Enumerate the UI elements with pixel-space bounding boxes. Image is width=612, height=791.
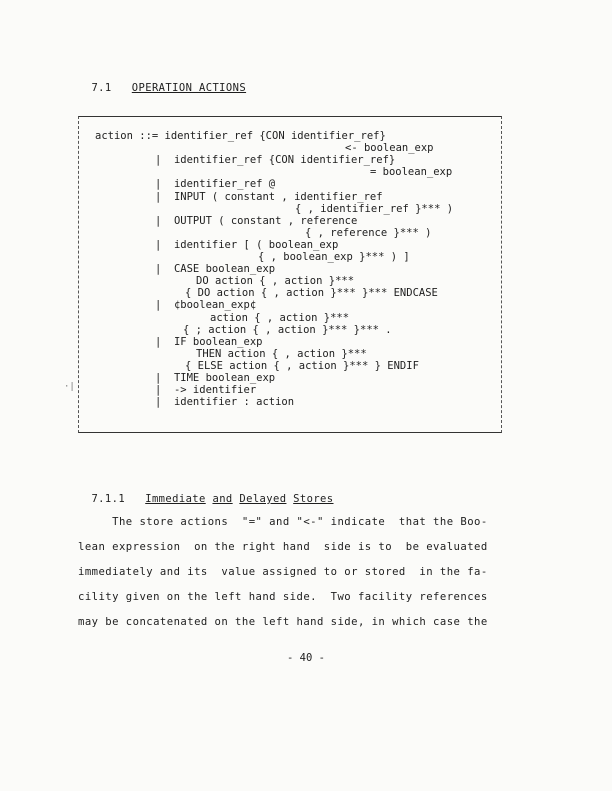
subsection-title-word-4: Stores	[293, 493, 334, 505]
grammar-line: | identifier_ref {CON identifier_ref}	[155, 154, 396, 167]
paragraph-line: may be concatenated on the left hand side, in which case the	[78, 616, 488, 628]
paragraph-line: immediately and its value assigned to or stored in the fa-	[78, 566, 488, 578]
grammar-line: | identifier : action	[155, 396, 295, 409]
grammar-line: | CASE boolean_exp	[155, 263, 276, 276]
grammar-line: | -> identifier	[155, 384, 257, 397]
grammar-line: { , reference }*** )	[305, 226, 432, 239]
grammar-line: { DO action { , action }*** }*** ENDCASE	[185, 287, 438, 300]
grammar-line: | OUTPUT ( constant , reference	[155, 214, 358, 227]
grammar-line: action ::= identifier_ref {CON identifier_ref}	[95, 130, 386, 142]
grammar-line: | INPUT ( constant , identifier_ref	[155, 190, 383, 203]
margin-mark: ·|	[64, 382, 75, 392]
subsection-heading	[78, 481, 334, 505]
subsection-number: 7.1.1	[91, 493, 126, 505]
grammar-line: | identifier [ ( boolean_exp	[155, 238, 339, 251]
grammar-line: = boolean_exp	[370, 166, 453, 179]
grammar-line: { , boolean_exp }*** ) ]	[258, 251, 410, 263]
section-heading	[78, 70, 246, 94]
grammar-line: <- boolean_exp	[345, 142, 434, 155]
grammar-line: | ¢boolean_exp¢	[155, 299, 257, 312]
section-title: OPERATION ACTIONS	[131, 82, 247, 94]
grammar-line: | identifier_ref @	[155, 178, 276, 191]
paragraph-line: lean expression on the right hand side is to be evaluated	[78, 541, 488, 553]
paragraph-line: The store actions "=" and "<-" indicate that the Boo-	[78, 516, 488, 528]
grammar-line: | TIME boolean_exp	[155, 372, 276, 384]
paragraph-line: cility given on the left hand side. Two facility references	[78, 591, 488, 603]
subsection-title-word-2: and	[212, 493, 233, 505]
grammar-line: { , identifier_ref }*** )	[295, 202, 454, 215]
grammar-line: | IF boolean_exp	[155, 335, 263, 348]
grammar-line: { ; action { , action }*** }*** .	[183, 323, 392, 336]
subsection-title-word-3: Delayed	[239, 493, 287, 505]
section-number: 7.1	[91, 82, 112, 94]
grammar-line: action { , action }***	[210, 311, 350, 324]
grammar-line: DO action { , action }***	[196, 275, 355, 288]
grammar-line: THEN action { , action }***	[196, 347, 367, 360]
subsection-title-word-1: Immediate	[145, 493, 206, 505]
grammar-line: { ELSE action { , action }*** } ENDIF	[185, 359, 419, 372]
page-number: - 40 -	[287, 652, 325, 664]
